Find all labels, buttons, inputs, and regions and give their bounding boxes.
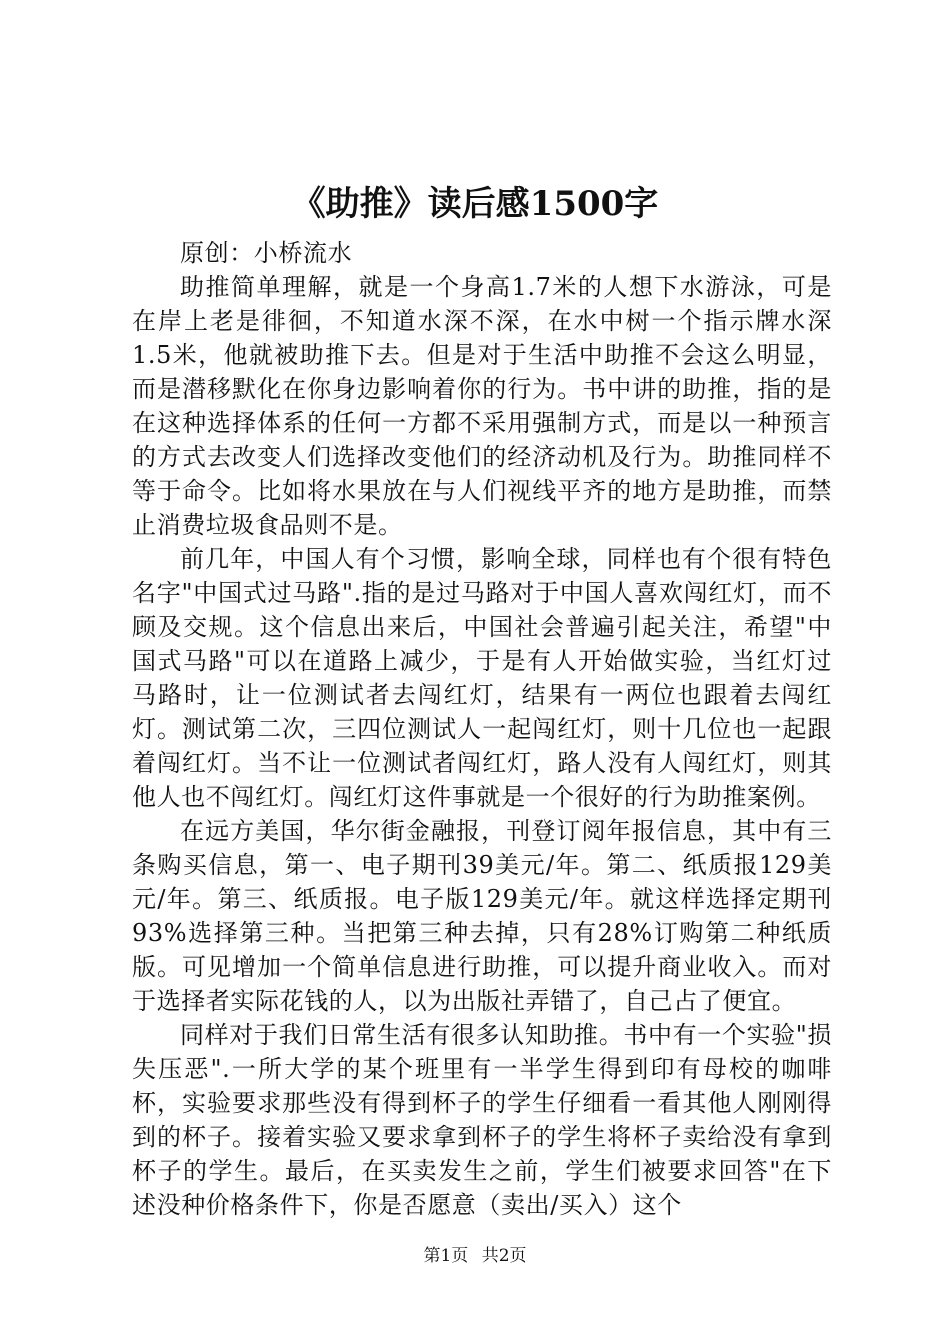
author-line: 原创：小桥流水 <box>180 239 353 267</box>
document-body <box>132 236 832 1222</box>
page-number-current: 第1页 <box>423 1246 469 1266</box>
page-number-total: 共2页 <box>481 1246 527 1266</box>
paragraph: 助推简单理解，就是一个身高1.7米的人想下水游泳，可是在岸上老是徘徊，不知道水深不深，在水中树一个指示牌水深1.5米，他就被助推下去。但是对于生活中助推不会这么明显，而是潜移默化在你身边影响着你的行为。书中讲的助推，指的是在这种选择体系的任何一方都不采用强制方式，而是以一种预言的方式去改变人们选择改变他们的经济动机及行为。助推同样不等于命令。比如将水果放在与人们视线平齐的地方是助推，而禁止消费垃圾食品则不是。 <box>132 273 832 539</box>
paragraph: 同样对于我们日常生活有很多认知助推。书中有一个实验"损失压恶".一所大学的某个班里有一半学生得到印有母校的咖啡杯，实验要求那些没有得到杯子的学生仔细看一看其他人刚刚得到的杯子。接着实验又要求拿到杯子的学生将杯子卖给没有拿到杯子的学生。最后，在买卖发生之前，学生们被要求回答"在下述没种价格条件下，你是否愿意（卖出/买入）这个 <box>132 1021 832 1219</box>
document-title: 《助推》读后感1500字 <box>291 184 659 224</box>
page-footer <box>0 1244 950 1268</box>
paragraph: 在远方美国，华尔街金融报，刊登订阅年报信息，其中有三条购买信息，第一、电子期刊39美元/年。第二、纸质报129美元/年。第三、纸质报。电子版129美元/年。就这样选择定期刊93%选择第三种。当把第三种去掉，只有28%订购第二种纸质版。可见增加一个简单信息进行助推，可以提升商业收入。而对于选择者实际花钱的人，以为出版社弄错了，自己占了便宜。 <box>132 817 832 1015</box>
paragraph: 前几年，中国人有个习惯，影响全球，同样也有个很有特色名字"中国式过马路".指的是过马路对于中国人喜欢闯红灯，而不顾及交规。这个信息出来后，中国社会普遍引起关注，希望"中国式马路"可以在道路上减少，于是有人开始做实验，当红灯过马路时，让一位测试者去闯红灯，结果有一两位也跟着去闯红灯。测试第二次，三四位测试人一起闯红灯，则十几位也一起跟着闯红灯。当不让一位测试者闯红灯，路人没有人闯红灯，则其他人也不闯红灯。闯红灯这件事就是一个很好的行为助推案例。 <box>132 545 832 811</box>
